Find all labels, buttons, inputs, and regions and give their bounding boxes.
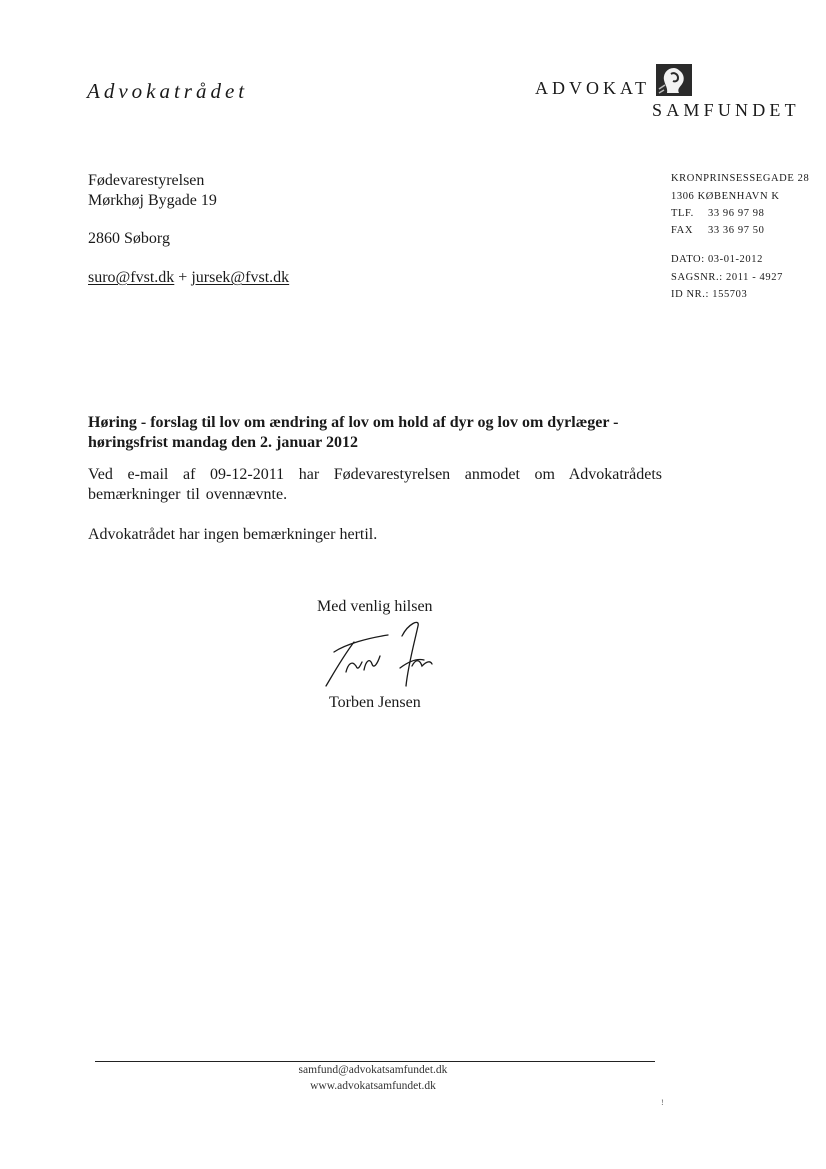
- body-paragraph-1: Ved e-mail af 09-12-2011 har Fødevarestyrelsen anmodet om Advokatrådets bemærkninger til ovennævnte.: [88, 466, 662, 503]
- recipient-street: Mørkhøj Bygade 19: [88, 192, 217, 209]
- recipient-email-1[interactable]: suro@fvst.dk: [88, 269, 175, 286]
- footer-divider: [95, 1061, 655, 1062]
- sender-street: KRONPRINSESSEGADE 28: [671, 173, 810, 184]
- recipient-email-2[interactable]: jursek@fvst.dk: [191, 269, 290, 286]
- logo-text-samfundet: SAMFUNDET: [652, 100, 800, 120]
- sender-fax: [671, 224, 764, 238]
- case-number: SAGSNR.: 2011 - 4927: [671, 272, 783, 283]
- body-paragraph-2: Advokatrådet har ingen bemærkninger hertil.: [88, 526, 378, 543]
- recipient-city: 2860 Søborg: [88, 230, 170, 247]
- phone-number: 33 96 97 98: [708, 208, 765, 219]
- id-number: ID NR.: 155703: [671, 289, 748, 300]
- logo-text-advokat: ADVOKAT: [535, 78, 650, 98]
- fax-label: FAX: [671, 225, 694, 236]
- advokatsamfundet-logo-icon: [655, 63, 693, 97]
- footer-website[interactable]: www.advokatsamfundet.dk: [310, 1080, 436, 1092]
- sender-phone: [671, 207, 764, 221]
- phone-label: TLF.: [671, 208, 694, 219]
- recipient-emails: [88, 268, 289, 288]
- recipient-name: Fødevarestyrelsen: [88, 172, 205, 189]
- signer-name: Torben Jensen: [329, 694, 421, 711]
- scan-mark: !: [661, 1098, 664, 1107]
- footer-email[interactable]: samfund@advokatsamfundet.dk: [298, 1064, 448, 1076]
- closing-salutation: Med venlig hilsen: [317, 598, 433, 615]
- sender-city: 1306 KØBENHAVN K: [671, 191, 780, 202]
- email-separator: +: [178, 269, 188, 286]
- subject-line-1: Høring - forslag til lov om ændring af lov om hold af dyr og lov om dyrlæger -: [88, 414, 619, 431]
- letter-date: DATO: 03-01-2012: [671, 254, 763, 265]
- letter-subject: [88, 413, 668, 453]
- handwritten-signature: [316, 614, 444, 692]
- council-title: Advokatrådet: [87, 79, 249, 103]
- fax-number: 33 36 97 50: [708, 225, 765, 236]
- subject-line-2: høringsfrist mandag den 2. januar 2012: [88, 434, 358, 451]
